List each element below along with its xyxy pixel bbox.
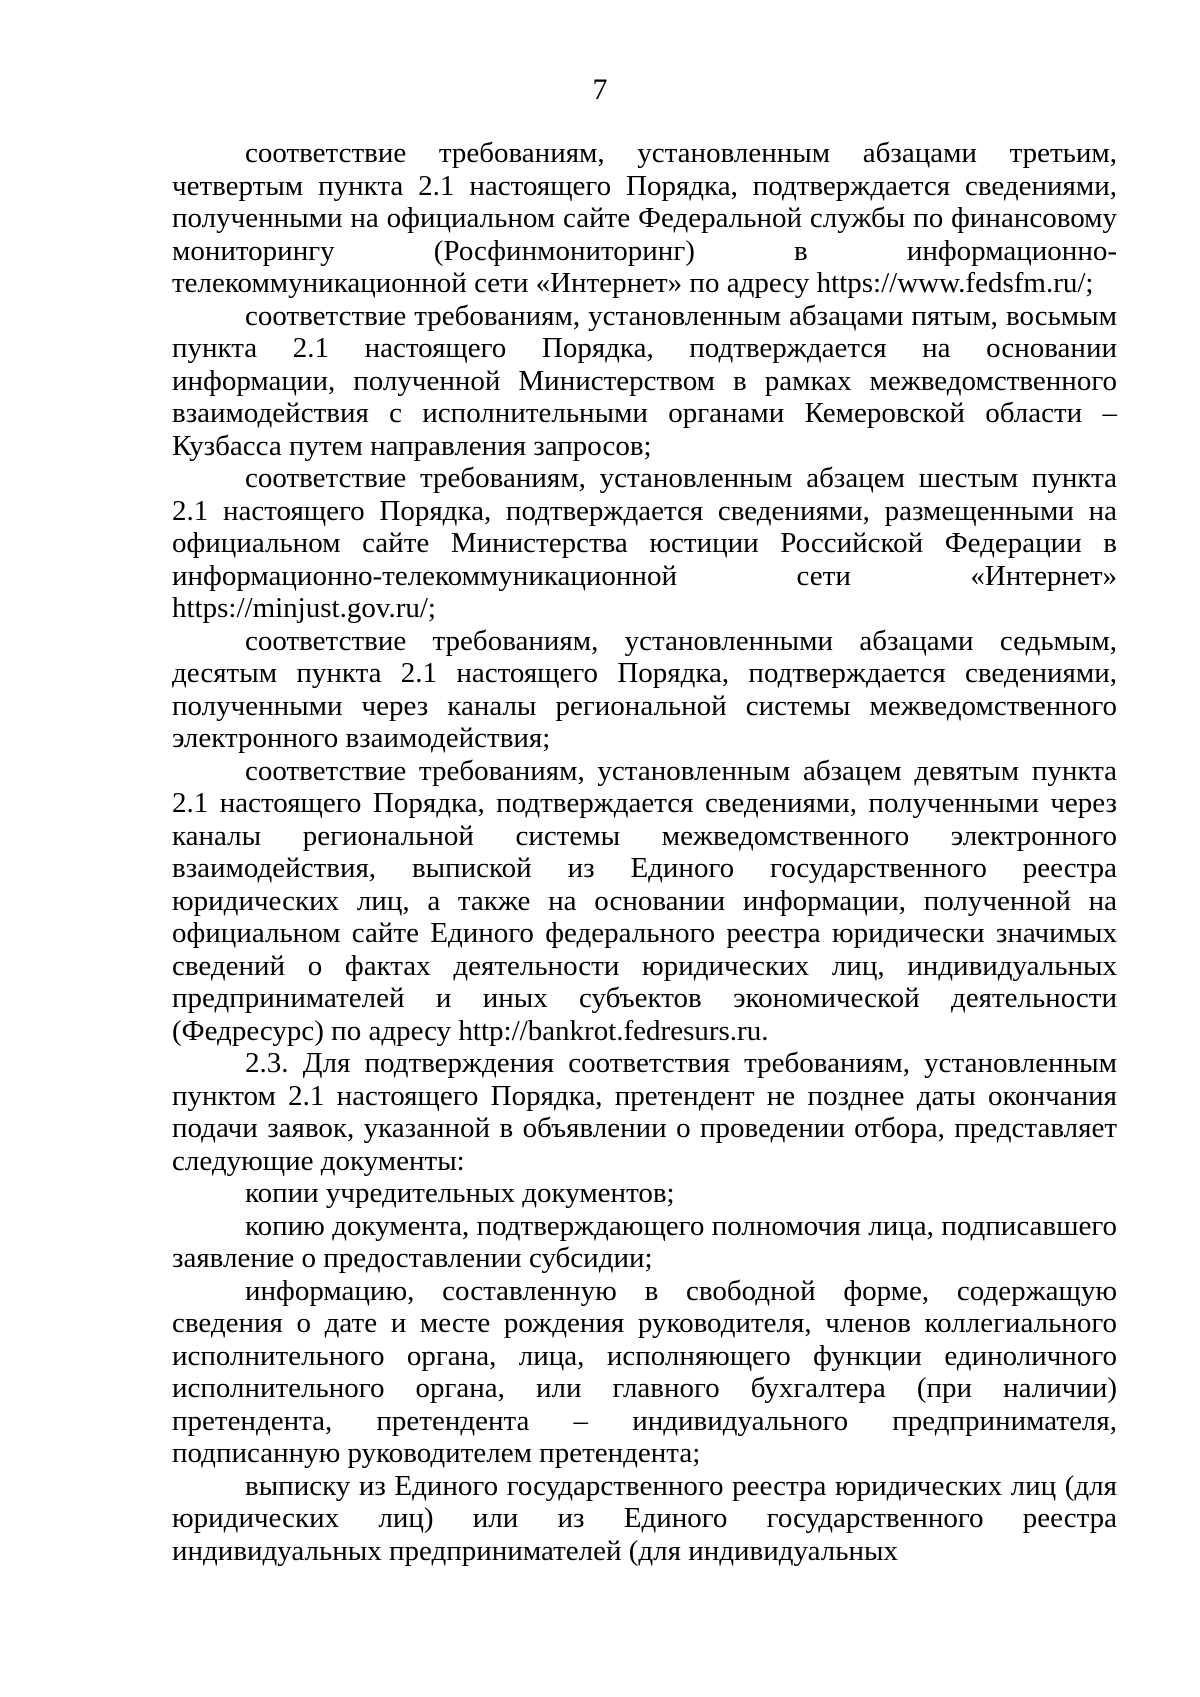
paragraph-2: соответствие требованиям, установленным абзацами пятым, восьмым пункта 2.1 настоящего Порядка, подтверждается на основании информации, полученной Министерством в рамках межведомственного взаимодействия с исполнительными органами Кемеровской области – Кузбасса путем направления запросов; (172, 299, 1117, 462)
paragraph-3: соответствие требованиям, установленным абзацем шестым пункта 2.1 настоящего Порядка, подтверждается сведениями, размещенными на официальном сайте Министерства юстиции Российской Федерации в информационно-телекоммуникационной сети «Интернет» https://minjust.gov.ru/; (172, 462, 1117, 624)
page-number: 7 (592, 73, 608, 106)
paragraph-1: соответствие требованиям, установленным абзацами третьим, четвертым пункта 2.1 настоящего Порядка, подтверждается сведениями, полученными на официальном сайте Федеральной службы по финансовому мониторингу (Росфинмониторинг) в информационно-телекоммуникационной сети «Интернет» по адресу https://www.fedsfm.ru/; (172, 137, 1117, 299)
paragraph-8: копию документа, подтверждающего полномочия лица, подписавшего заявление о предоставлении субсидии; (172, 1209, 1117, 1274)
paragraph-5: соответствие требованиям, установленным абзацем девятым пункта 2.1 настоящего Порядка, подтверждается сведениями, полученными через каналы региональной системы межведомственного электронного взаимодействия, выпиской из Единого государственного реестра юридических лиц, а также на основании информации, полученной на официальном сайте Единого федерального реестра юридически значимых сведений о фактах деятельности юридических лиц, индивидуальных предпринимателей и иных субъектов экономической деятельности (Федресурс) по адресу http://bankrot.fedresurs.ru. (172, 754, 1117, 1047)
paragraph-6: 2.3. Для подтверждения соответствия требованиям, установленным пунктом 2.1 настоящего Порядка, претендент не позднее даты окончания подачи заявок, указанной в объявлении о проведении отбора, представляет следующие документы: (172, 1047, 1117, 1177)
document-body (172, 137, 1117, 1567)
paragraph-10: выписку из Единого государственного реестра юридических лиц (для юридических лиц) или из Единого государственного реестра индивидуальных предпринимателей (для индивидуальных (172, 1469, 1117, 1567)
paragraph-7: копии учредительных документов; (245, 1177, 675, 1209)
paragraph-9: информацию, составленную в свободной форме, содержащую сведения о дате и месте рождения руководителя, членов коллегиального исполнительного органа, лица, исполняющего функции единоличного исполнительного органа, или главного бухгалтера (при наличии) претендента, претендента – индивидуального предпринимателя, подписанную руководителем претендента; (172, 1274, 1117, 1469)
paragraph-4: соответствие требованиям, установленными абзацами седьмым, десятым пункта 2.1 настоящего Порядка, подтверждается сведениями, полученными через каналы региональной системы межведомственного электронного взаимодействия; (172, 624, 1117, 754)
